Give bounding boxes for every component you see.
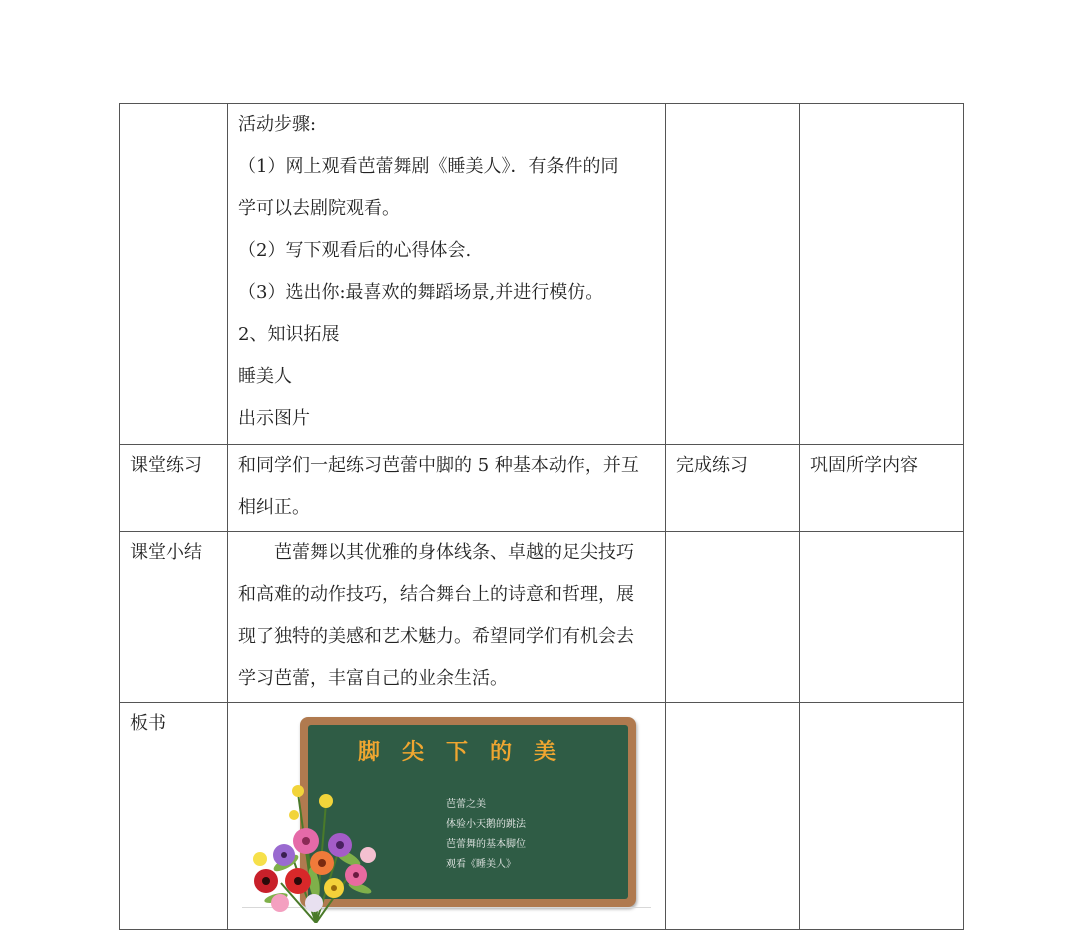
practice-student-cell: 完成练习 bbox=[666, 445, 800, 532]
lesson-plan-table bbox=[119, 103, 964, 930]
blackboard-item: 体验小天鹅的跳法 bbox=[446, 819, 526, 830]
blackboard-item: 观看《睡美人》 bbox=[446, 859, 516, 870]
practice-row bbox=[120, 445, 964, 532]
activity-line: 学可以去剧院观看。 bbox=[238, 198, 400, 219]
activity-student-cell bbox=[666, 104, 800, 445]
practice-content bbox=[228, 445, 666, 532]
activity-content bbox=[228, 104, 666, 445]
summary-row bbox=[120, 532, 964, 703]
row-label-practice: 课堂练习 bbox=[120, 445, 228, 532]
activity-line: 2、知识拓展 bbox=[238, 324, 340, 345]
activity-line: （3）选出你:最喜欢的舞蹈场景,并进行模仿。 bbox=[238, 282, 604, 303]
row-label-summary: 课堂小结 bbox=[120, 532, 228, 703]
activity-line: 出示图片 bbox=[238, 408, 310, 429]
blackboard-item: 芭蕾舞的基本脚位 bbox=[446, 839, 526, 850]
summary-intent-cell bbox=[800, 532, 964, 703]
board-row bbox=[120, 703, 964, 930]
practice-intent-cell: 巩固所学内容 bbox=[800, 445, 964, 532]
row-label-board: 板书 bbox=[120, 703, 228, 930]
activity-line: 活动步骤: bbox=[238, 114, 317, 135]
board-cell bbox=[228, 703, 666, 930]
activity-line: （1）网上观看芭蕾舞剧《睡美人》．有条件的同 bbox=[238, 156, 619, 177]
summary-line: 芭蕾舞以其优雅的身体线条、卓越的足尖技巧 bbox=[274, 542, 634, 563]
practice-line: 和同学们一起练习芭蕾中脚的 5 种基本动作，并互 bbox=[238, 455, 639, 476]
blackboard-image bbox=[228, 703, 665, 929]
activity-line: 睡美人 bbox=[238, 366, 292, 387]
summary-line: 现了独特的美感和艺术魅力。希望同学们有机会去 bbox=[238, 626, 634, 647]
blackboard-items bbox=[446, 795, 526, 875]
board-intent-cell bbox=[800, 703, 964, 930]
practice-line: 相纠正。 bbox=[238, 497, 310, 518]
summary-content bbox=[228, 532, 666, 703]
activity-line: （2）写下观看后的心得体会. bbox=[238, 240, 472, 261]
blackboard-title: 脚尖下的美 bbox=[357, 740, 578, 765]
row-label-activity bbox=[120, 104, 228, 445]
board-student-cell bbox=[666, 703, 800, 930]
summary-line: 学习芭蕾，丰富自己的业余生活。 bbox=[238, 668, 508, 689]
activity-row bbox=[120, 104, 964, 445]
blackboard-item: 芭蕾之美 bbox=[446, 799, 486, 810]
summary-line: 和高难的动作技巧，结合舞台上的诗意和哲理，展 bbox=[238, 584, 634, 605]
summary-student-cell bbox=[666, 532, 800, 703]
flower-bouquet-illustration bbox=[236, 763, 396, 923]
activity-intent-cell bbox=[800, 104, 964, 445]
